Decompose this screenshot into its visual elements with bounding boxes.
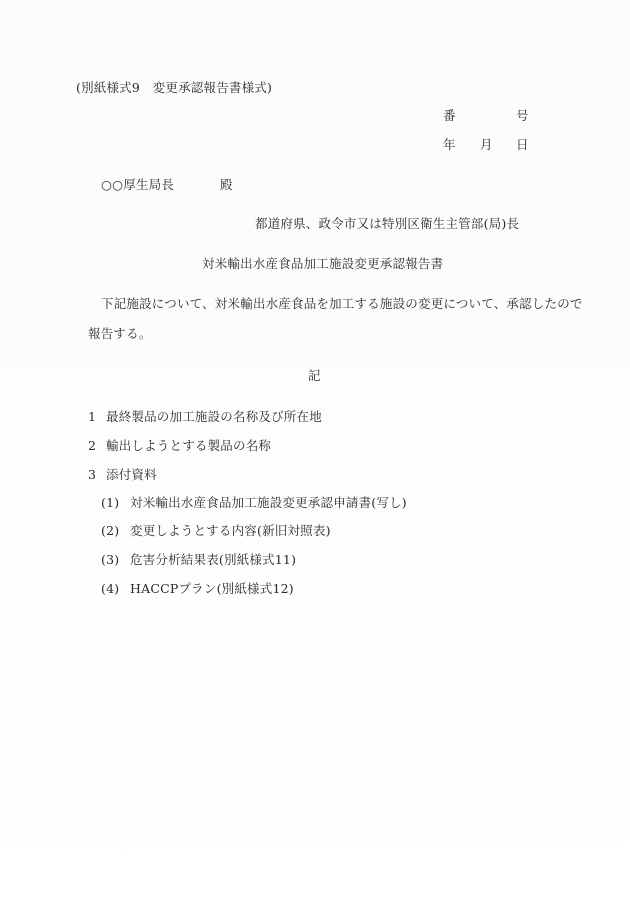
ki-heading: 記: [308, 368, 321, 383]
addressee-name: ○○厚生局長: [101, 177, 175, 192]
body-text-line-1: 下記施設について、対米輸出水産食品を加工する施設の変更について、承認したので: [101, 296, 583, 311]
addressee-honorific: 殿: [220, 177, 233, 192]
item-number: 3: [88, 467, 97, 482]
attachment-text: 危害分析結果表(別紙様式11): [130, 552, 297, 567]
sender: 都道府県、政令市又は特別区衛生主管部(局)長: [255, 216, 520, 231]
attachment-number: (1): [101, 495, 120, 510]
attachment-number: (3): [101, 552, 120, 567]
attachment-text: 対米輸出水産食品加工施設変更承認申請書(写し): [130, 495, 407, 510]
attachment-text: HACCPプラン(別紙様式12): [130, 581, 294, 596]
body-text-line-2: 報告する。: [88, 326, 152, 341]
document-title: 対米輸出水産食品加工施設変更承認報告書: [202, 256, 444, 271]
attachment-number: (2): [101, 523, 120, 538]
attachment-text: 変更しようとする内容(新旧対照表): [130, 523, 331, 538]
document-number-label: 番: [443, 108, 456, 123]
attachment-number: (4): [101, 581, 120, 596]
date-day: 日: [516, 137, 529, 152]
date-month: 月: [480, 137, 493, 152]
date-year: 年: [443, 137, 456, 152]
item-number: 2: [88, 438, 97, 453]
item-number: 1: [88, 409, 97, 424]
document-number-suffix: 号: [516, 108, 529, 123]
form-label: (別紙様式9 変更承認報告書様式): [76, 80, 273, 95]
item-text: 最終製品の加工施設の名称及び所在地: [106, 409, 322, 424]
item-text: 輸出しようとする製品の名称: [106, 438, 272, 453]
item-text: 添付資料: [106, 467, 157, 482]
